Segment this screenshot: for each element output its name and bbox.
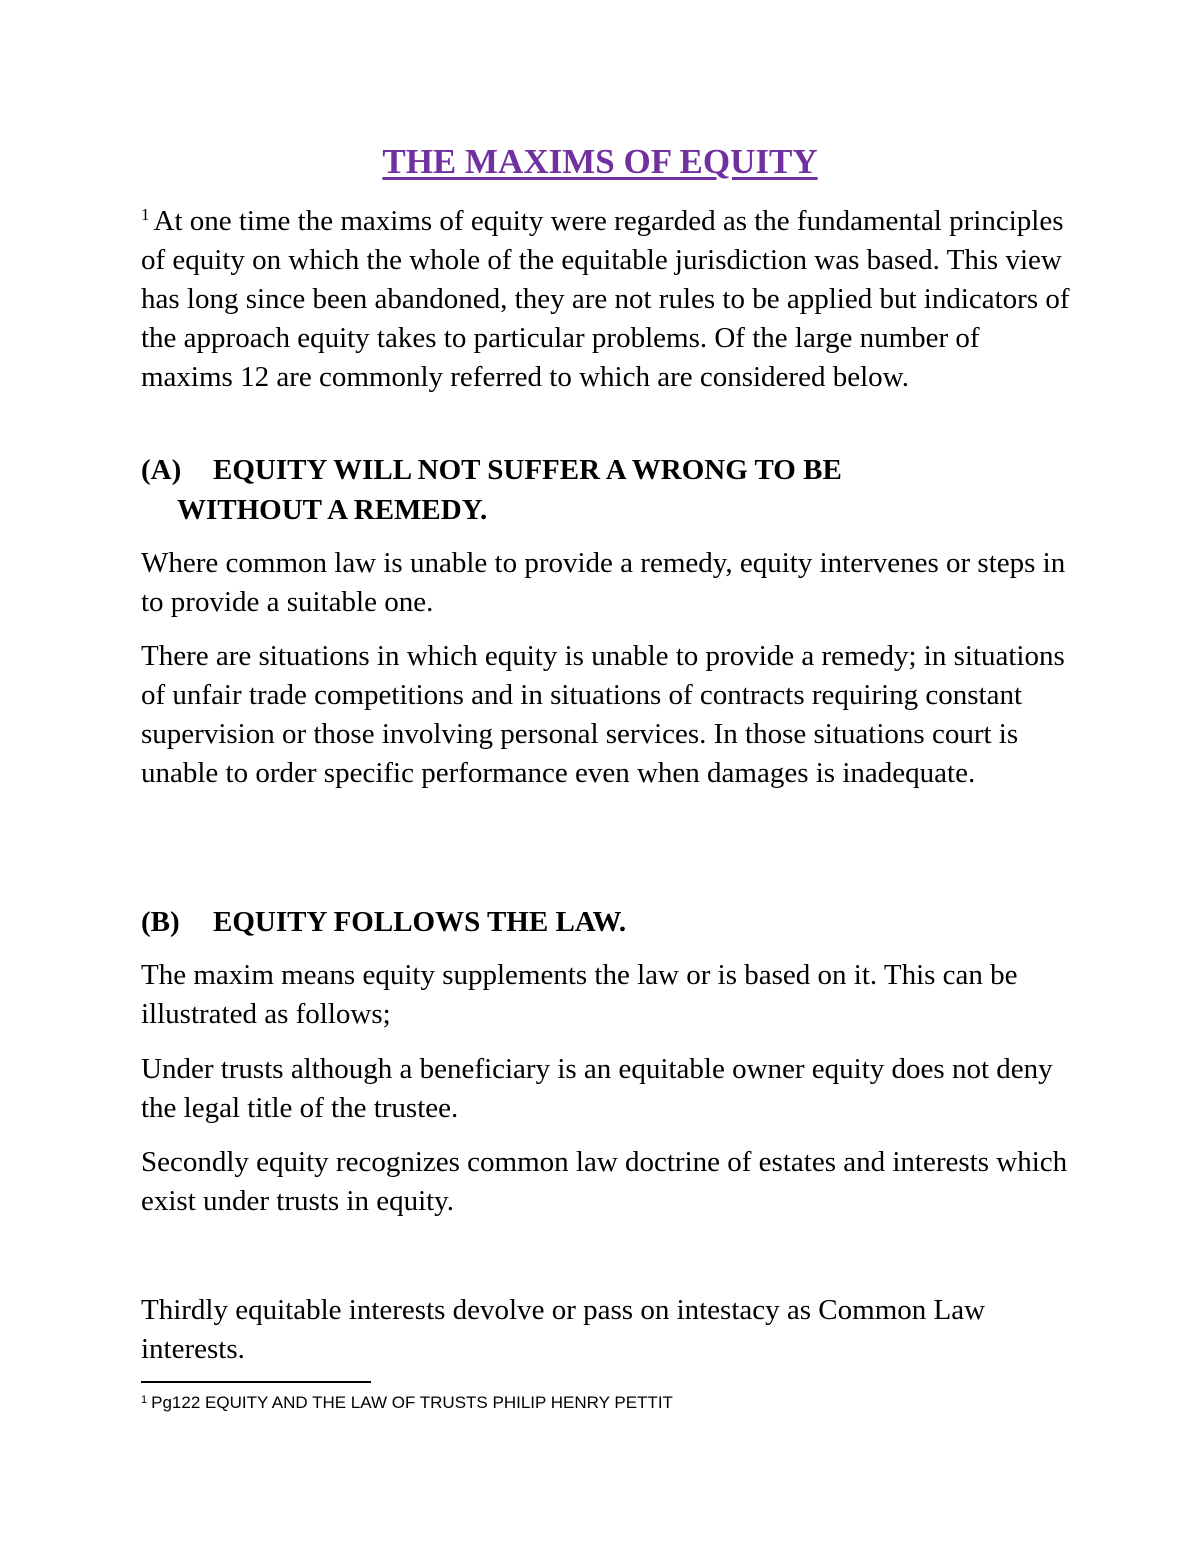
section-a-heading-text-1: EQUITY WILL NOT SUFFER A WRONG TO BE (213, 454, 842, 486)
section-b-heading-text: EQUITY FOLLOWS THE LAW. (213, 906, 627, 938)
section-b-paragraph-3: Secondly equity recognizes common law doctrine of estates and interests which exist under trusts in equity. (141, 1146, 1068, 1217)
section-a-heading (141, 450, 1076, 530)
intro-text: At one time the maxims of equity were regarded as the fundamental principles of equity on which the whole of the equitable jurisdiction was based. This view has long since been abandoned, they are not rules to be applied but indicators of the approach equity takes to particular problems. Of the large number of maxims 12 are commonly referred to which are considered below. (141, 205, 1070, 393)
footnote-reference[interactable]: 1 (141, 205, 150, 224)
section-a-heading-line-2: WITHOUT A REMEDY. (177, 494, 488, 526)
section-b-paragraph-4: Thirdly equitable interests devolve or pass on intestacy as Common Law interests. (141, 1294, 986, 1365)
section-a-heading-line-1 (141, 450, 1076, 490)
section-b-paragraph-1: The maxim means equity supplements the law or is based on it. This can be illustrated as follows; (141, 959, 1018, 1030)
intro-paragraph (141, 202, 1076, 397)
section-b-heading-line (141, 902, 1076, 942)
section-a-paragraph-1: Where common law is unable to provide a remedy, equity intervenes or steps in to provide a suitable one. (141, 547, 1066, 618)
section-a-paragraph-2: There are situations in which equity is unable to provide a remedy; in situations of unfair trade competitions and in situations of contracts requiring constant supervision or those involving personal services. In those situations court is unable to order specific performance even when damages is inadequate. (141, 640, 1065, 789)
footnote-mark: 1 (141, 1394, 148, 1406)
section-b-paragraph-2: Under trusts although a beneficiary is an equitable owner equity does not deny the legal title of the trustee. (141, 1053, 1053, 1124)
footnote-divider (141, 1381, 371, 1383)
section-b-letter: (B) (141, 906, 180, 938)
document-title: THE MAXIMS OF EQUITY (382, 142, 818, 181)
section-a-letter: (A) (141, 454, 182, 486)
footnote (141, 1388, 673, 1415)
section-b-heading (141, 902, 1076, 942)
footnote-text: Pg122 EQUITY AND THE LAW OF TRUSTS PHILIP HENRY PETTIT (151, 1393, 673, 1412)
